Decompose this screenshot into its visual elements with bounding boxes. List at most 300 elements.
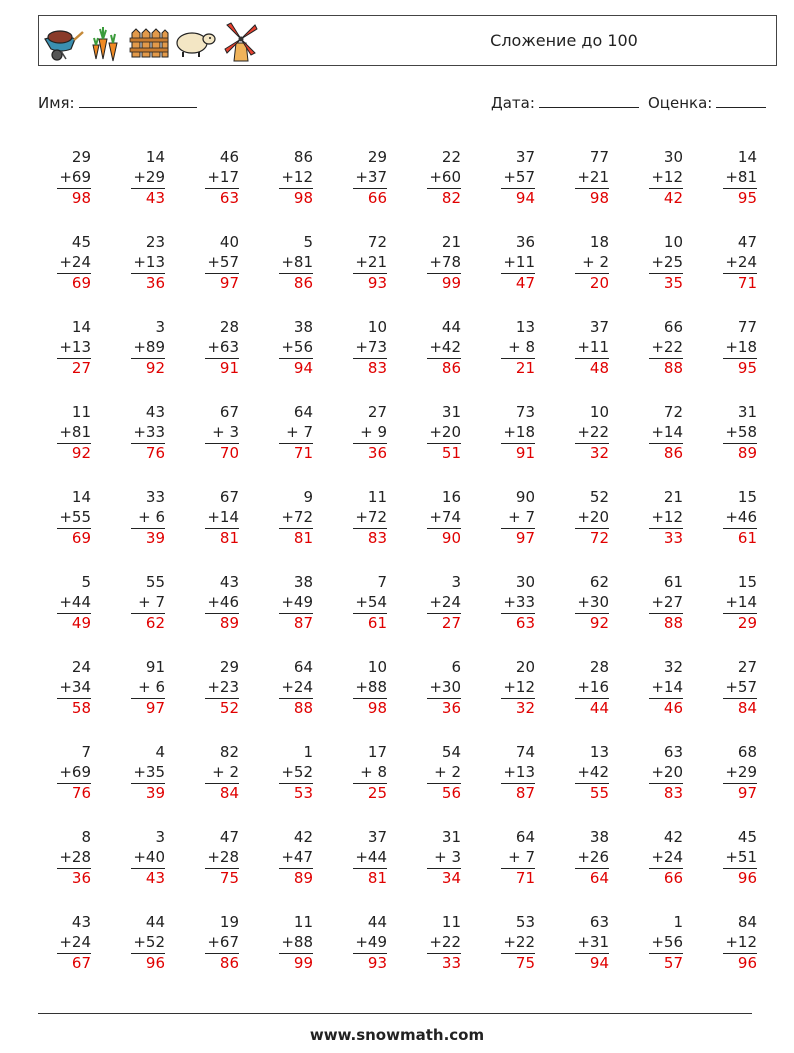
addend-bottom: +57 xyxy=(207,252,239,271)
addend-bottom: +44 xyxy=(355,847,387,866)
addend-bottom: + 7 xyxy=(508,847,535,866)
name-label: Имя: xyxy=(38,94,75,112)
addend-bottom: + 7 xyxy=(286,422,313,441)
addend-top: 14 xyxy=(71,488,91,506)
addend-bottom: +34 xyxy=(59,677,91,696)
addend-bottom: +14 xyxy=(651,677,683,696)
problem xyxy=(475,828,535,887)
carrots-icon xyxy=(89,19,125,63)
answer: 46 xyxy=(649,698,683,717)
addend-bottom: +24 xyxy=(59,252,91,271)
problem xyxy=(327,913,387,972)
answer: 70 xyxy=(205,443,239,462)
addend-top: 64 xyxy=(293,403,313,421)
problem xyxy=(549,573,609,632)
date-label: Дата: xyxy=(491,94,535,112)
answer: 89 xyxy=(723,443,757,462)
addend-bottom: +12 xyxy=(651,507,683,526)
addend-bottom: +81 xyxy=(725,167,757,186)
addend-bottom: +78 xyxy=(429,252,461,271)
answer: 88 xyxy=(649,358,683,377)
addend-bottom: +88 xyxy=(281,932,313,951)
sheep-icon xyxy=(173,19,217,63)
addend-top: 22 xyxy=(441,148,461,166)
problem xyxy=(105,318,165,377)
answer: 99 xyxy=(427,273,461,292)
addend-bottom: +58 xyxy=(725,422,757,441)
answer: 55 xyxy=(575,783,609,802)
addend-top: 46 xyxy=(219,148,239,166)
answer: 88 xyxy=(279,698,313,717)
problem xyxy=(327,403,387,462)
addend-top: 40 xyxy=(219,233,239,251)
grade-label: Оценка: xyxy=(648,94,713,112)
problem xyxy=(401,403,461,462)
addend-top: 64 xyxy=(515,828,535,846)
addend-bottom: +20 xyxy=(429,422,461,441)
problem xyxy=(327,658,387,717)
problem xyxy=(253,318,313,377)
problem xyxy=(475,573,535,632)
addend-bottom: + 6 xyxy=(138,507,165,526)
addend-bottom: + 9 xyxy=(360,422,387,441)
addend-bottom: +30 xyxy=(429,677,461,696)
problem xyxy=(327,233,387,292)
answer: 86 xyxy=(649,443,683,462)
addend-bottom: + 8 xyxy=(360,762,387,781)
addend-top: 3 xyxy=(155,828,165,846)
addend-top: 44 xyxy=(367,913,387,931)
addend-top: 6 xyxy=(451,658,461,676)
answer: 96 xyxy=(723,953,757,972)
answer: 36 xyxy=(353,443,387,462)
addend-top: 44 xyxy=(145,913,165,931)
addend-bottom: + 3 xyxy=(212,422,239,441)
addend-top: 43 xyxy=(145,403,165,421)
addend-top: 13 xyxy=(515,318,535,336)
answer: 27 xyxy=(57,358,91,377)
addend-bottom: +24 xyxy=(651,847,683,866)
problem xyxy=(179,828,239,887)
addend-top: 28 xyxy=(589,658,609,676)
answer: 39 xyxy=(131,528,165,547)
answer: 87 xyxy=(279,613,313,632)
problem xyxy=(31,658,91,717)
addend-bottom: +17 xyxy=(207,167,239,186)
addend-bottom: +31 xyxy=(577,932,609,951)
problem xyxy=(475,488,535,547)
answer: 95 xyxy=(723,358,757,377)
addend-bottom: +14 xyxy=(207,507,239,526)
answer: 91 xyxy=(501,443,535,462)
answer: 36 xyxy=(57,868,91,887)
grade-line[interactable] xyxy=(716,93,766,108)
addend-top: 19 xyxy=(219,913,239,931)
problem xyxy=(327,743,387,802)
answer: 36 xyxy=(131,273,165,292)
problem xyxy=(105,403,165,462)
problem xyxy=(697,318,757,377)
addend-bottom: +42 xyxy=(577,762,609,781)
problem xyxy=(401,573,461,632)
answer: 69 xyxy=(57,273,91,292)
problem xyxy=(549,148,609,207)
problem xyxy=(697,658,757,717)
addend-bottom: +37 xyxy=(355,167,387,186)
problem xyxy=(179,488,239,547)
addend-bottom: +20 xyxy=(577,507,609,526)
problem xyxy=(253,233,313,292)
addend-top: 73 xyxy=(515,403,535,421)
addend-top: 43 xyxy=(219,573,239,591)
addend-bottom: +11 xyxy=(503,252,535,271)
answer: 71 xyxy=(723,273,757,292)
answer: 42 xyxy=(649,188,683,207)
problem xyxy=(105,743,165,802)
answer: 97 xyxy=(131,698,165,717)
addend-top: 77 xyxy=(737,318,757,336)
addend-bottom: +73 xyxy=(355,337,387,356)
problem xyxy=(475,658,535,717)
addend-bottom: +33 xyxy=(133,422,165,441)
addend-bottom: +13 xyxy=(503,762,535,781)
problem xyxy=(401,743,461,802)
answer: 94 xyxy=(501,188,535,207)
addend-top: 36 xyxy=(515,233,535,251)
problem xyxy=(697,403,757,462)
name-line[interactable] xyxy=(79,93,197,108)
date-line[interactable] xyxy=(539,93,639,108)
addend-top: 10 xyxy=(589,403,609,421)
addend-top: 18 xyxy=(589,233,609,251)
date-field xyxy=(491,93,639,112)
answer: 48 xyxy=(575,358,609,377)
answer: 97 xyxy=(723,783,757,802)
answer: 76 xyxy=(131,443,165,462)
problem xyxy=(31,148,91,207)
answer: 86 xyxy=(427,358,461,377)
answer: 63 xyxy=(205,188,239,207)
addend-bottom: +40 xyxy=(133,847,165,866)
wheelbarrow-icon xyxy=(41,19,85,63)
answer: 83 xyxy=(353,358,387,377)
addend-bottom: +56 xyxy=(651,932,683,951)
problem xyxy=(401,318,461,377)
answer: 83 xyxy=(353,528,387,547)
addend-top: 54 xyxy=(441,743,461,761)
answer: 47 xyxy=(501,273,535,292)
answer: 58 xyxy=(57,698,91,717)
addend-top: 1 xyxy=(303,743,313,761)
problem xyxy=(623,233,683,292)
addend-top: 47 xyxy=(219,828,239,846)
addend-bottom: +21 xyxy=(577,167,609,186)
answer: 92 xyxy=(131,358,165,377)
problem xyxy=(623,913,683,972)
addend-bottom: +42 xyxy=(429,337,461,356)
problem xyxy=(549,318,609,377)
problem xyxy=(327,148,387,207)
answer: 53 xyxy=(279,783,313,802)
addend-top: 84 xyxy=(737,913,757,931)
addend-top: 27 xyxy=(737,658,757,676)
addend-top: 29 xyxy=(71,148,91,166)
addend-bottom: +30 xyxy=(577,592,609,611)
problem xyxy=(549,403,609,462)
answer: 98 xyxy=(279,188,313,207)
grade-field xyxy=(648,93,766,112)
addend-bottom: +69 xyxy=(59,167,91,186)
addend-top: 43 xyxy=(71,913,91,931)
answer: 81 xyxy=(353,868,387,887)
addend-top: 52 xyxy=(589,488,609,506)
addend-bottom: + 7 xyxy=(138,592,165,611)
answer: 76 xyxy=(57,783,91,802)
problem xyxy=(475,743,535,802)
answer: 69 xyxy=(57,528,91,547)
answer: 52 xyxy=(205,698,239,717)
addend-top: 45 xyxy=(71,233,91,251)
addend-top: 62 xyxy=(589,573,609,591)
problem xyxy=(697,913,757,972)
problem xyxy=(253,913,313,972)
addend-bottom: +26 xyxy=(577,847,609,866)
problem xyxy=(549,743,609,802)
addend-top: 30 xyxy=(663,148,683,166)
addend-bottom: +11 xyxy=(577,337,609,356)
answer: 98 xyxy=(575,188,609,207)
addend-top: 11 xyxy=(367,488,387,506)
answer: 34 xyxy=(427,868,461,887)
addend-bottom: + 2 xyxy=(212,762,239,781)
addend-top: 30 xyxy=(515,573,535,591)
addend-bottom: +12 xyxy=(651,167,683,186)
addend-bottom: +44 xyxy=(59,592,91,611)
addend-bottom: +56 xyxy=(281,337,313,356)
problem xyxy=(623,828,683,887)
addend-top: 21 xyxy=(441,233,461,251)
addend-bottom: +81 xyxy=(281,252,313,271)
addend-bottom: +24 xyxy=(281,677,313,696)
addend-top: 77 xyxy=(589,148,609,166)
addend-top: 91 xyxy=(145,658,165,676)
problem xyxy=(31,743,91,802)
problem xyxy=(105,573,165,632)
addend-top: 9 xyxy=(303,488,313,506)
addend-top: 1 xyxy=(673,913,683,931)
answer: 98 xyxy=(353,698,387,717)
addend-bottom: +12 xyxy=(503,677,535,696)
answer: 27 xyxy=(427,613,461,632)
answer: 51 xyxy=(427,443,461,462)
answer: 84 xyxy=(723,698,757,717)
addend-bottom: +47 xyxy=(281,847,313,866)
problem xyxy=(401,488,461,547)
addend-top: 37 xyxy=(367,828,387,846)
addend-top: 33 xyxy=(145,488,165,506)
addend-bottom: +18 xyxy=(725,337,757,356)
addend-top: 27 xyxy=(367,403,387,421)
addend-top: 11 xyxy=(441,913,461,931)
problem xyxy=(105,488,165,547)
answer: 99 xyxy=(279,953,313,972)
problem xyxy=(179,403,239,462)
addend-top: 67 xyxy=(219,403,239,421)
addend-bottom: +12 xyxy=(281,167,313,186)
problem xyxy=(697,573,757,632)
addend-top: 10 xyxy=(367,658,387,676)
answer: 66 xyxy=(649,868,683,887)
addend-top: 4 xyxy=(155,743,165,761)
answer: 97 xyxy=(501,528,535,547)
addend-bottom: +22 xyxy=(577,422,609,441)
answer: 33 xyxy=(427,953,461,972)
addend-top: 31 xyxy=(441,403,461,421)
problem xyxy=(253,573,313,632)
addend-top: 63 xyxy=(663,743,683,761)
answer: 71 xyxy=(501,868,535,887)
addend-bottom: +49 xyxy=(355,932,387,951)
addend-top: 29 xyxy=(367,148,387,166)
problem xyxy=(253,828,313,887)
addend-bottom: +20 xyxy=(651,762,683,781)
addend-top: 14 xyxy=(145,148,165,166)
answer: 43 xyxy=(131,868,165,887)
addend-bottom: + 3 xyxy=(434,847,461,866)
problem xyxy=(31,913,91,972)
addend-top: 11 xyxy=(71,403,91,421)
problem xyxy=(697,233,757,292)
addend-top: 31 xyxy=(441,828,461,846)
addend-top: 29 xyxy=(219,658,239,676)
answer: 66 xyxy=(353,188,387,207)
addend-bottom: +55 xyxy=(59,507,91,526)
addend-top: 67 xyxy=(219,488,239,506)
addend-top: 42 xyxy=(663,828,683,846)
addend-bottom: +52 xyxy=(133,932,165,951)
addend-bottom: +57 xyxy=(725,677,757,696)
addend-top: 24 xyxy=(71,658,91,676)
answer: 93 xyxy=(353,953,387,972)
problem xyxy=(105,828,165,887)
addend-bottom: + 8 xyxy=(508,337,535,356)
problem xyxy=(623,488,683,547)
addend-top: 38 xyxy=(293,318,313,336)
header-icons xyxy=(41,19,261,63)
problem xyxy=(549,233,609,292)
fence-icon xyxy=(129,19,169,63)
problem xyxy=(179,573,239,632)
addend-bottom: +74 xyxy=(429,507,461,526)
addend-top: 5 xyxy=(303,233,313,251)
problem xyxy=(475,148,535,207)
footer-divider xyxy=(38,1013,752,1014)
addend-bottom: +24 xyxy=(725,252,757,271)
problem xyxy=(179,148,239,207)
problem xyxy=(697,148,757,207)
answer: 61 xyxy=(723,528,757,547)
answer: 67 xyxy=(57,953,91,972)
addend-top: 37 xyxy=(515,148,535,166)
problem xyxy=(105,148,165,207)
answer: 75 xyxy=(501,953,535,972)
answer: 71 xyxy=(279,443,313,462)
footer-site: www.snowmath.com xyxy=(309,1026,485,1044)
addend-top: 28 xyxy=(219,318,239,336)
addend-bottom: +27 xyxy=(651,592,683,611)
answer: 97 xyxy=(205,273,239,292)
problem xyxy=(31,488,91,547)
addend-top: 23 xyxy=(145,233,165,251)
problem xyxy=(401,148,461,207)
addend-bottom: +72 xyxy=(355,507,387,526)
addend-bottom: +88 xyxy=(355,677,387,696)
answer: 92 xyxy=(575,613,609,632)
addend-top: 7 xyxy=(377,573,387,591)
addend-bottom: +25 xyxy=(651,252,683,271)
problem xyxy=(697,743,757,802)
answer: 64 xyxy=(575,868,609,887)
problem xyxy=(179,318,239,377)
answer: 62 xyxy=(131,613,165,632)
addend-top: 74 xyxy=(515,743,535,761)
addend-top: 31 xyxy=(737,403,757,421)
problem xyxy=(253,743,313,802)
addend-top: 42 xyxy=(293,828,313,846)
addend-top: 14 xyxy=(737,148,757,166)
addend-bottom: +13 xyxy=(133,252,165,271)
answer: 61 xyxy=(353,613,387,632)
problem xyxy=(475,913,535,972)
answer: 32 xyxy=(575,443,609,462)
answer: 63 xyxy=(501,613,535,632)
windmill-icon xyxy=(221,19,261,63)
answer: 25 xyxy=(353,783,387,802)
addend-bottom: +13 xyxy=(59,337,91,356)
addend-bottom: +60 xyxy=(429,167,461,186)
problem xyxy=(253,658,313,717)
answer: 36 xyxy=(427,698,461,717)
answer: 56 xyxy=(427,783,461,802)
addend-bottom: +22 xyxy=(651,337,683,356)
addend-top: 47 xyxy=(737,233,757,251)
addend-top: 61 xyxy=(663,573,683,591)
addend-top: 21 xyxy=(663,488,683,506)
addend-bottom: +35 xyxy=(133,762,165,781)
addend-bottom: +24 xyxy=(59,932,91,951)
problem xyxy=(623,743,683,802)
answer: 89 xyxy=(279,868,313,887)
addend-bottom: +63 xyxy=(207,337,239,356)
problem xyxy=(475,233,535,292)
answer: 72 xyxy=(575,528,609,547)
problem xyxy=(549,828,609,887)
addend-top: 15 xyxy=(737,488,757,506)
addend-bottom: + 6 xyxy=(138,677,165,696)
addend-bottom: +54 xyxy=(355,592,387,611)
answer: 96 xyxy=(723,868,757,887)
addend-top: 68 xyxy=(737,743,757,761)
addend-top: 3 xyxy=(451,573,461,591)
addend-top: 45 xyxy=(737,828,757,846)
addend-bottom: +49 xyxy=(281,592,313,611)
problem xyxy=(31,403,91,462)
addend-top: 11 xyxy=(293,913,313,931)
addend-bottom: +51 xyxy=(725,847,757,866)
addend-bottom: +57 xyxy=(503,167,535,186)
addend-bottom: +23 xyxy=(207,677,239,696)
answer: 89 xyxy=(205,613,239,632)
